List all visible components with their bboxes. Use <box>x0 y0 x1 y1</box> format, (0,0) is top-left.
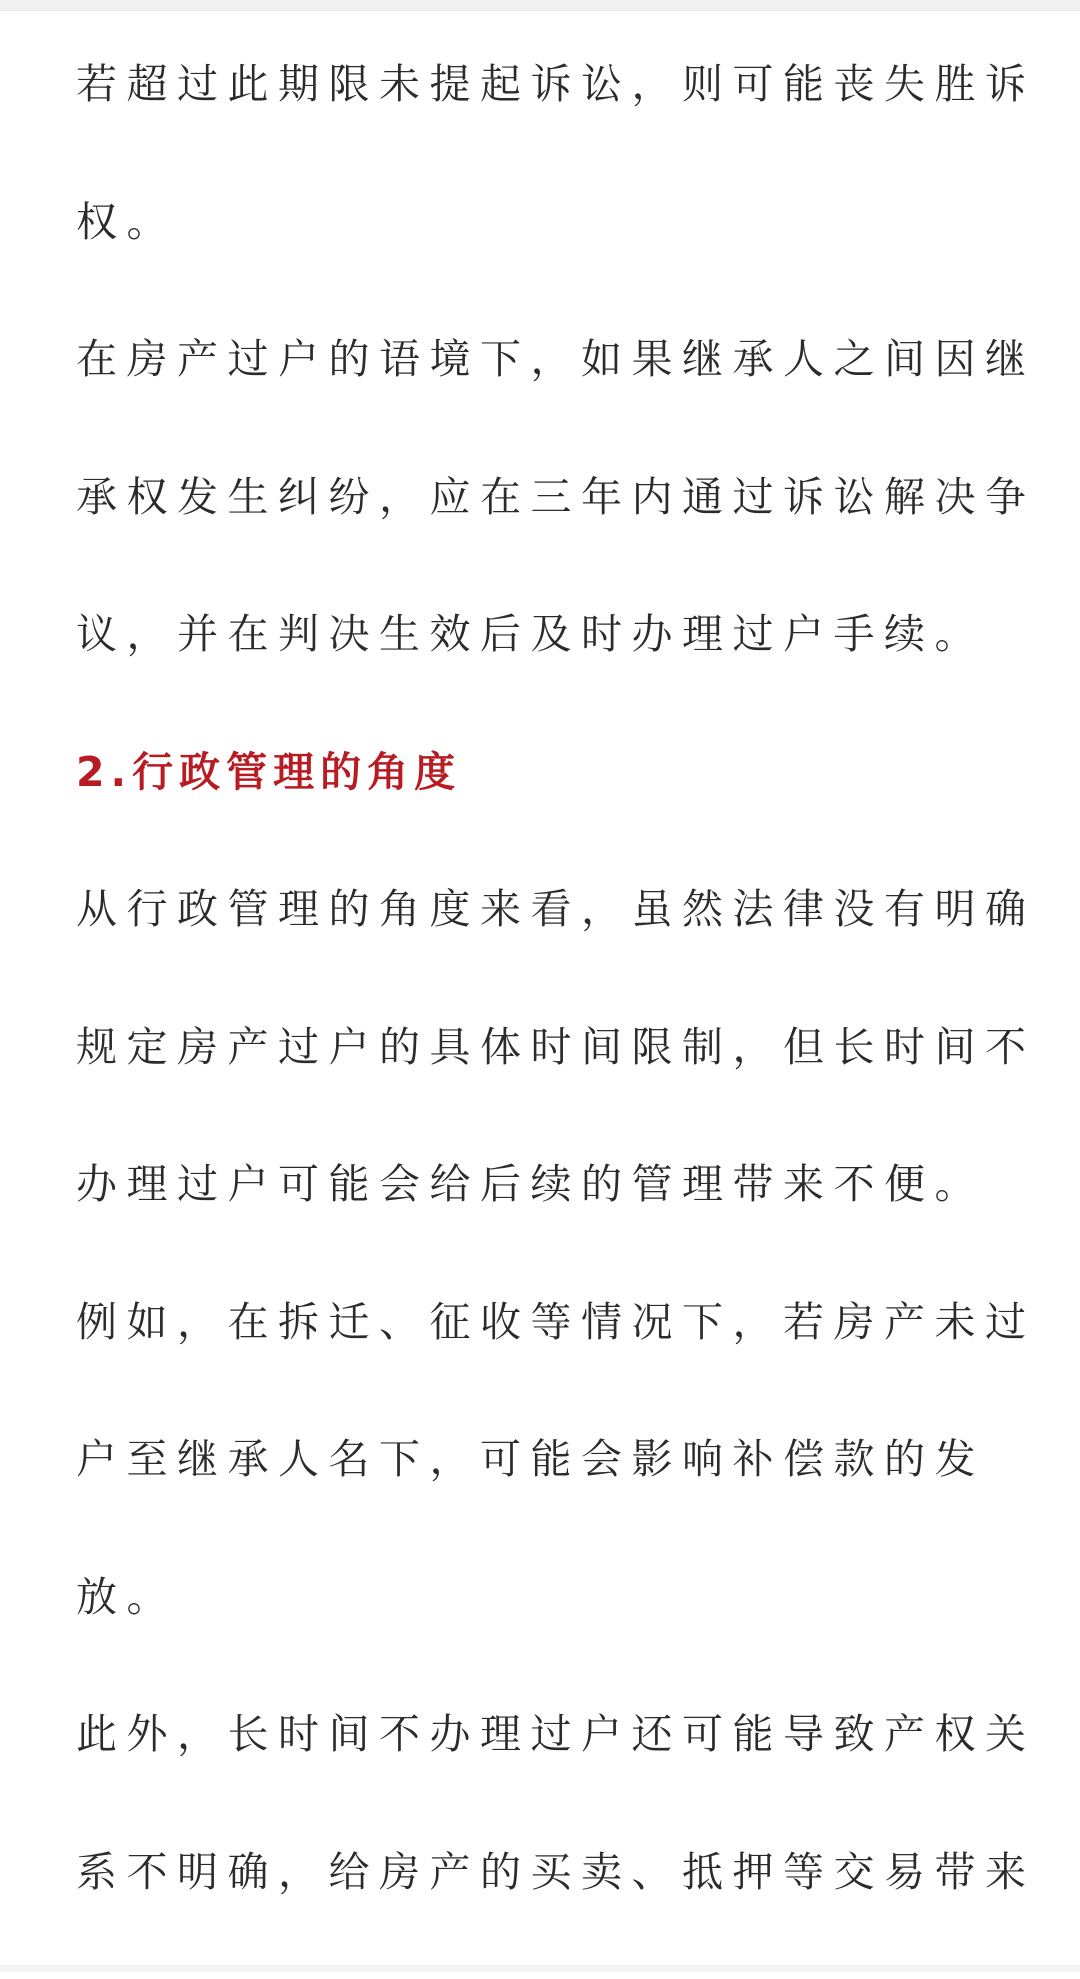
bottom-divider <box>0 1965 1080 1972</box>
paragraph-line: 例如，在拆迁、征收等情况下，若房产未过 <box>76 1292 1006 1430</box>
paragraph-line: 若超过此期限未提起诉讼，则可能丧失胜诉 <box>76 54 1006 192</box>
article-body <box>76 54 1006 1979</box>
paragraph-line: 从行政管理的角度来看，虽然法律没有明确 <box>76 879 1006 1017</box>
top-divider <box>0 0 1080 11</box>
paragraph-line: 权。 <box>76 192 1006 330</box>
paragraph-line: 承权发生纠纷，应在三年内通过诉讼解决争 <box>76 467 1006 605</box>
paragraph-line: 办理过户可能会给后续的管理带来不便。 <box>76 1154 1006 1292</box>
paragraph-line: 放。 <box>76 1567 1006 1705</box>
paragraph-line: 在房产过户的语境下，如果继承人之间因继 <box>76 329 1006 467</box>
paragraph-line: 此外，长时间不办理过户还可能导致产权关 <box>76 1704 1006 1842</box>
paragraph-line: 系不明确，给房产的买卖、抵押等交易带来 <box>76 1842 1006 1979</box>
section-heading: 2.行政管理的角度 <box>76 742 1006 880</box>
paragraph-line: 户至继承人名下，可能会影响补偿款的发 <box>76 1429 1006 1567</box>
paragraph-line: 议，并在判决生效后及时办理过户手续。 <box>76 604 1006 742</box>
paragraph-line: 规定房产过户的具体时间限制，但长时间不 <box>76 1017 1006 1155</box>
